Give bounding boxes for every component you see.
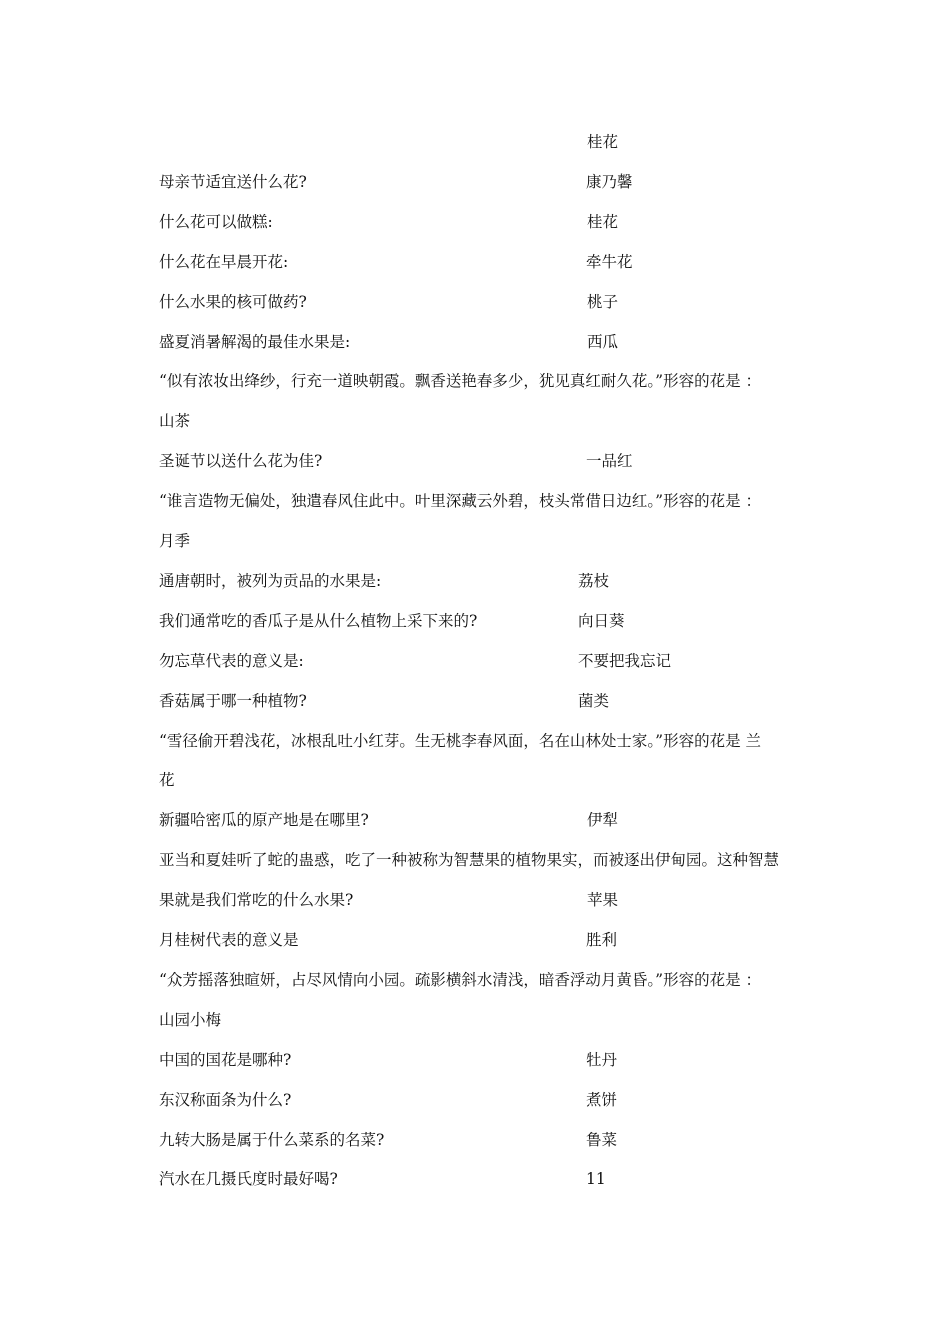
answer-text: 向日葵 <box>578 612 625 630</box>
question-text: 东汉称面条为什么? <box>159 1091 292 1109</box>
question-text: 什么花在早晨开花: <box>159 253 289 271</box>
question-text: 中国的国花是哪种? <box>159 1051 292 1069</box>
question-text: 汽水在几摄氏度时最好喝? <box>159 1170 338 1188</box>
question-text: 新疆哈密瓜的原产地是在哪里? <box>159 811 369 829</box>
answer-text: 菌类 <box>578 692 610 710</box>
question-text: 山茶 <box>159 412 191 430</box>
answer-text: 桂花 <box>587 213 619 231</box>
question-text: 九转大肠是属于什么菜系的名菜? <box>159 1131 385 1149</box>
answer-text: 牵牛花 <box>586 253 633 271</box>
question-text: 什么花可以做糕: <box>159 213 273 231</box>
answer-text: 苹果 <box>587 891 619 909</box>
question-text: 勿忘草代表的意义是: <box>159 652 304 670</box>
answer-text: 胜利 <box>586 931 618 949</box>
question-text: “雪径偷开碧浅花，冰根乱吐小红芽。生无桃李春风面，名在山林处士家。”形容的花是 兰 <box>159 732 762 750</box>
answer-text: 荔枝 <box>578 572 610 590</box>
question-text: “似有浓妆出绛纱，行充一道映朝霞。飘香送艳春多少，犹见真红耐久花。”形容的花是 ： <box>159 372 762 390</box>
question-text: 山园小梅 <box>159 1011 222 1029</box>
answer-text: 西瓜 <box>587 333 619 351</box>
question-text: 花 <box>159 771 175 789</box>
question-text: 盛夏消暑解渴的最佳水果是: <box>159 333 351 351</box>
question-text: 什么水果的核可做药? <box>159 293 307 311</box>
answer-text: 牡丹 <box>586 1051 618 1069</box>
question-text: 亚当和夏娃听了蛇的蛊惑，吃了一种被称为智慧果的植物果实，而被逐出伊甸园。这种智慧 <box>159 851 780 869</box>
answer-text: 不要把我忘记 <box>578 652 672 670</box>
answer-text: 11 <box>586 1170 606 1188</box>
question-text: 香菇属于哪一种植物? <box>159 692 307 710</box>
answer-text: 煮饼 <box>586 1091 618 1109</box>
question-text: 果就是我们常吃的什么水果? <box>159 891 354 909</box>
answer-text: 康乃馨 <box>586 173 633 191</box>
question-text: “谁言造物无偏处，独遣春风住此中。叶里深藏云外碧，枝头常借日边红。”形容的花是 ： <box>159 492 762 510</box>
answer-text: 鲁菜 <box>586 1131 618 1149</box>
answer-text: 桃子 <box>587 293 619 311</box>
question-text: 月桂树代表的意义是 <box>159 931 299 949</box>
question-text: 我们通常吃的香瓜子是从什么植物上采下来的? <box>159 612 478 630</box>
question-text: 圣诞节以送什么花为佳? <box>159 452 323 470</box>
question-text: 月季 <box>159 532 191 550</box>
question-text: “众芳摇落独暄妍，占尽风情向小园。疏影横斜水清浅，暗香浮动月黄昏。”形容的花是 ： <box>159 971 762 989</box>
answer-text: 一品红 <box>586 452 633 470</box>
question-text: 通唐朝时，被列为贡品的水果是: <box>159 572 382 590</box>
question-text: 母亲节适宜送什么花? <box>159 173 307 191</box>
answer-text: 桂花 <box>587 133 619 151</box>
answer-text: 伊犁 <box>587 811 619 829</box>
